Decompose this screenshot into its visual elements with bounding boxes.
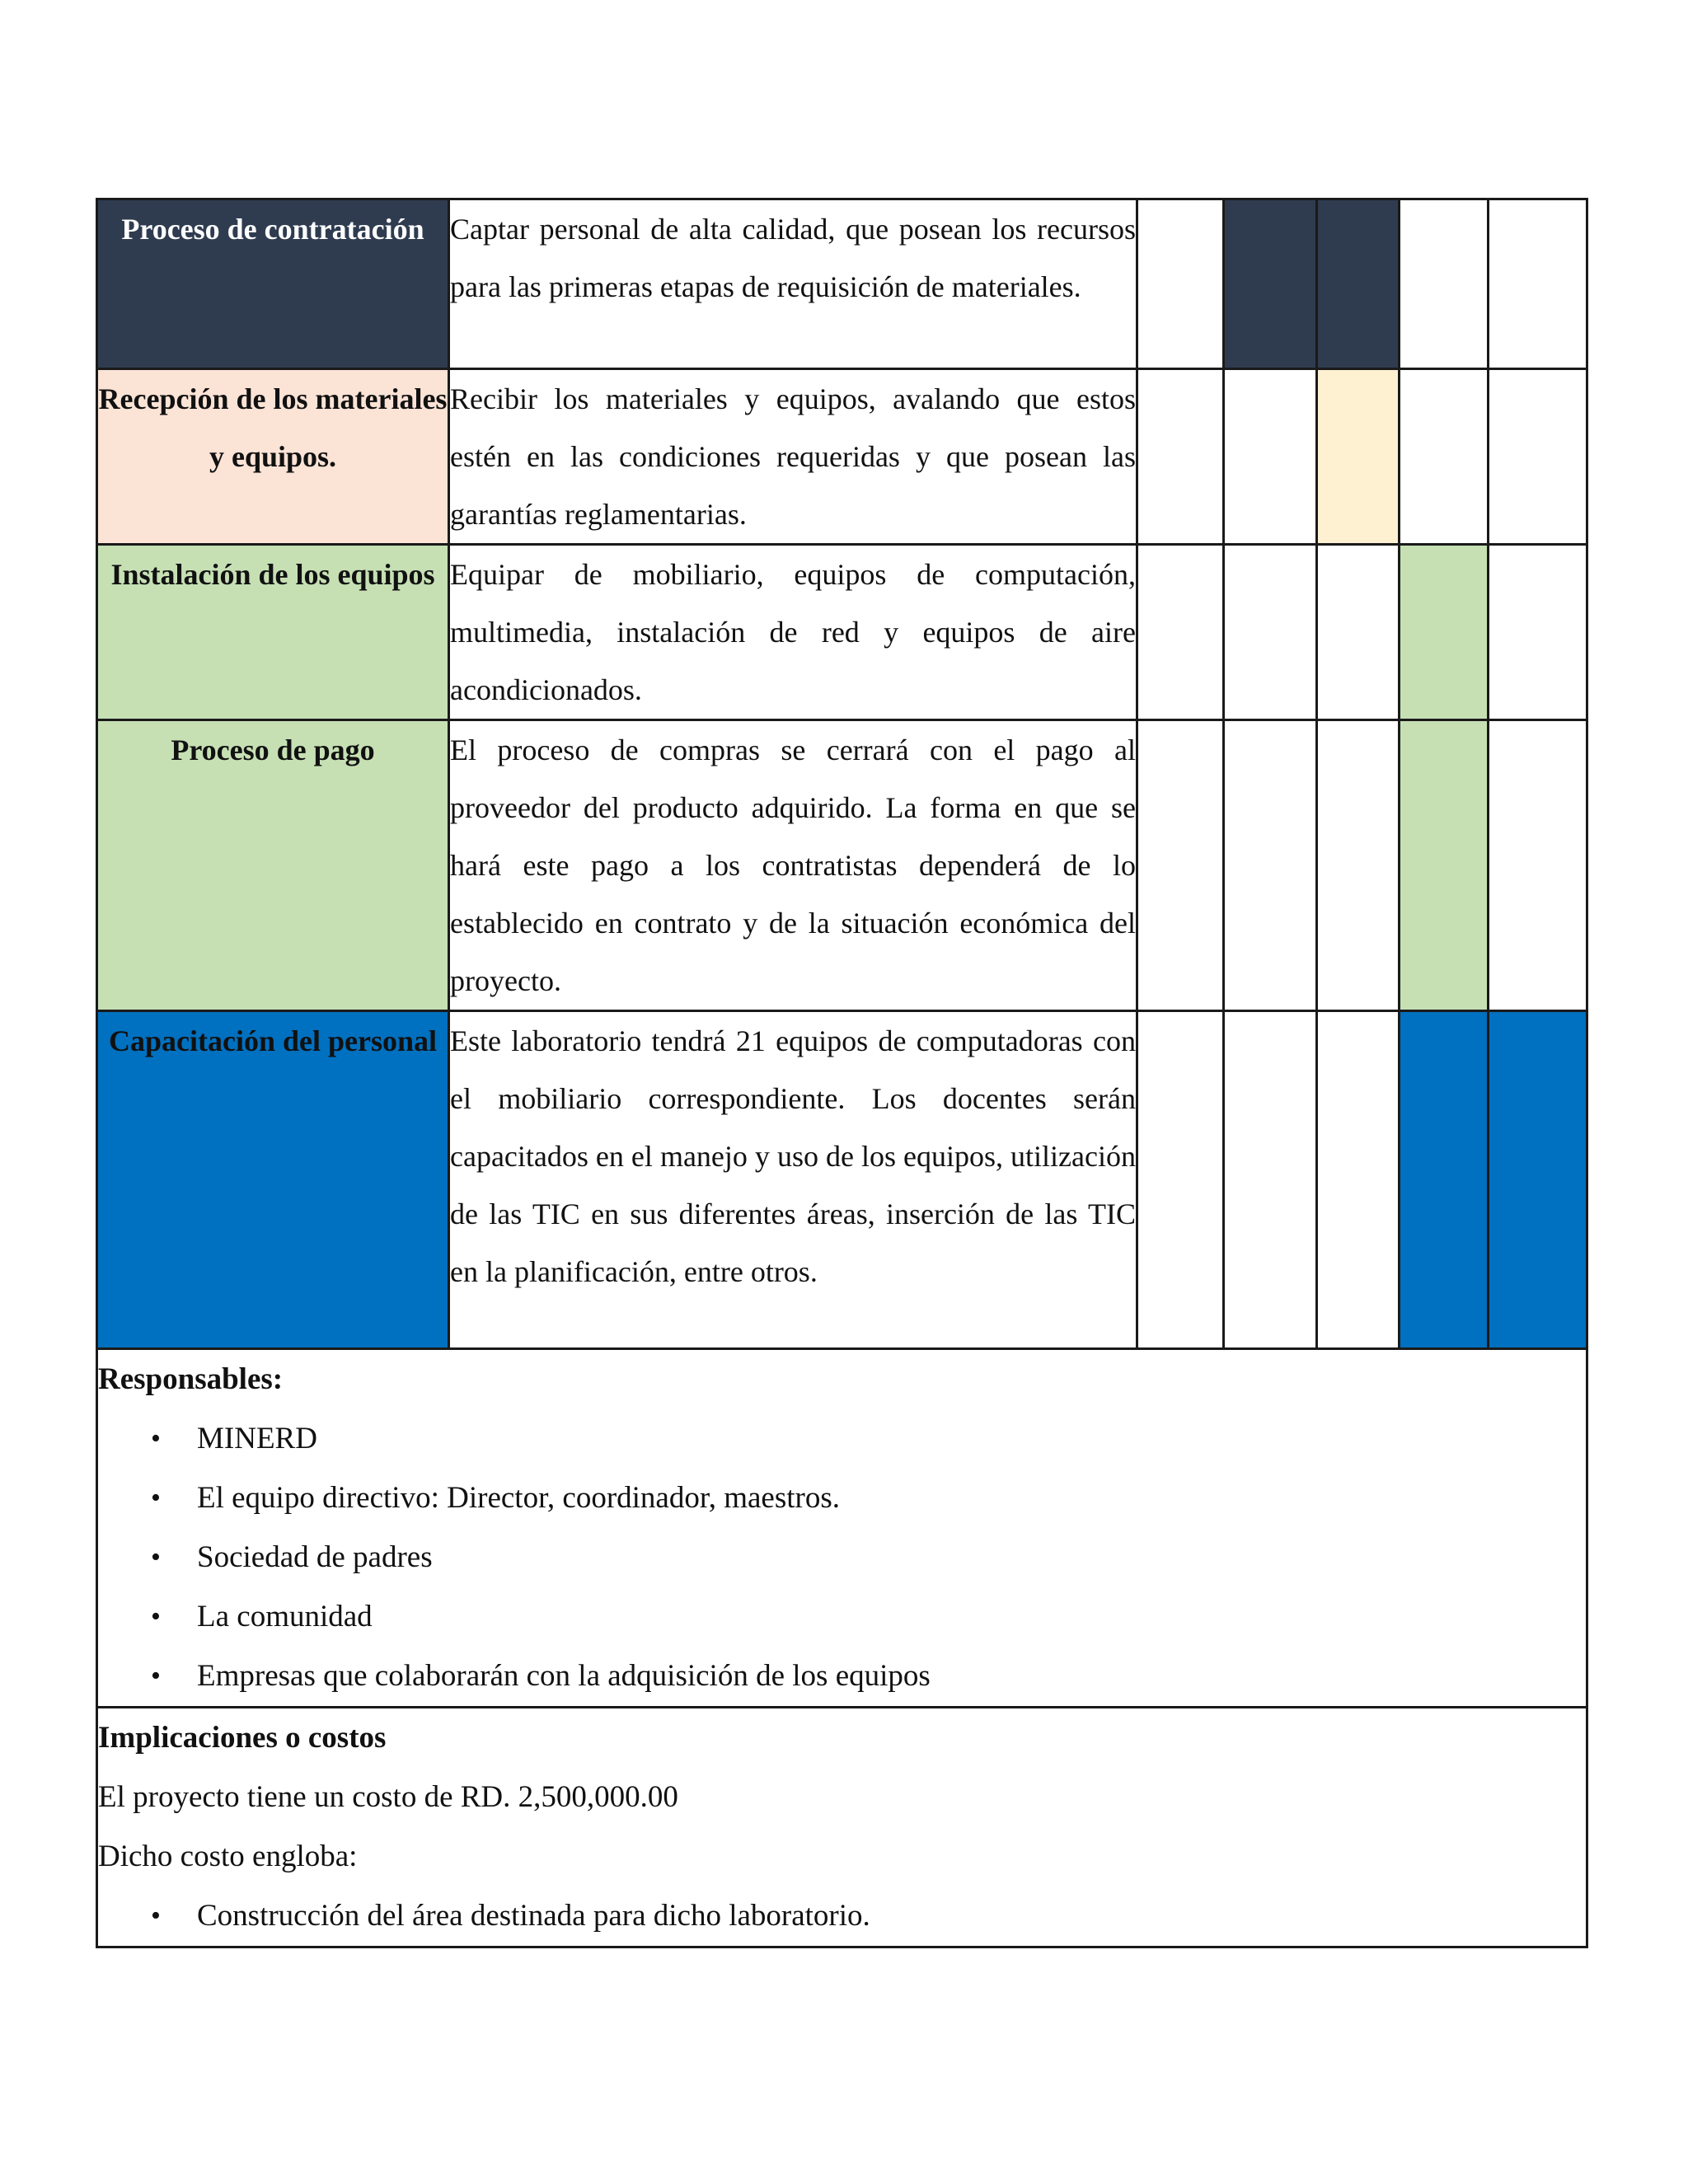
timeline-cell-2 <box>1224 199 1317 369</box>
timeline-cell-3 <box>1317 720 1400 1011</box>
timeline-cell-4 <box>1400 369 1489 545</box>
table-row <box>97 369 1587 545</box>
description-cell: Equipar de mobiliario, equipos de computación, multimedia, instalación de red y equipos de aire acondicionados. <box>449 545 1137 720</box>
description-cell: Este laboratorio tendrá 21 equipos de computadoras con el mobiliario correspondiente. Los docentes serán capacitados en el manejo y uso de los equipos, utilización de las TIC en sus diferentes áreas, inserción de las TIC en la planificación, entre otros. <box>449 1011 1137 1349</box>
table-row <box>97 720 1587 1011</box>
timeline-cell-4 <box>1400 720 1489 1011</box>
timeline-cell-3 <box>1317 545 1400 720</box>
timeline-cell-5 <box>1489 545 1587 720</box>
list-item: • MINERD <box>197 1409 1586 1469</box>
timeline-cell-4 <box>1400 545 1489 720</box>
responsables-list <box>98 1409 1586 1706</box>
cost-line: El proyecto tiene un costo de RD. 2,500,000.00 <box>98 1780 678 1814</box>
phase-cell: Capacitación del personal <box>97 1011 449 1349</box>
implicaciones-heading: Implicaciones o costos <box>98 1721 387 1755</box>
action-plan-table <box>96 198 1588 1948</box>
list-item: • Sociedad de padres <box>197 1528 1586 1587</box>
list-item: • El equipo directivo: Director, coordinador, maestros. <box>197 1469 1586 1528</box>
timeline-cell-2 <box>1224 545 1317 720</box>
document-page <box>96 198 1586 1948</box>
phase-cell: Instalación de los equipos <box>97 545 449 720</box>
description-cell: Captar personal de alta calidad, que posean los recursos para las primeras etapas de requisición de materiales. <box>449 199 1137 369</box>
timeline-cell-1 <box>1137 1011 1224 1349</box>
timeline-cell-1 <box>1137 369 1224 545</box>
implicaciones-list <box>98 1886 1586 1946</box>
implicaciones-row <box>97 1708 1587 1947</box>
description-cell: Recibir los materiales y equipos, avalando que estos estén en las condiciones requeridas y que posean las garantías reglamentarias. <box>449 369 1137 545</box>
timeline-cell-5 <box>1489 1011 1587 1349</box>
phase-cell: Proceso de contratación <box>97 199 449 369</box>
timeline-cell-3 <box>1317 199 1400 369</box>
phase-cell: Recepción de los materiales y equipos. <box>97 369 449 545</box>
phase-cell: Proceso de pago <box>97 720 449 1011</box>
timeline-cell-1 <box>1137 545 1224 720</box>
table-row <box>97 199 1587 369</box>
list-item: • La comunidad <box>197 1587 1586 1647</box>
timeline-cell-4 <box>1400 199 1489 369</box>
responsables-heading: Responsables: <box>98 1362 284 1396</box>
timeline-cell-2 <box>1224 720 1317 1011</box>
timeline-cell-3 <box>1317 1011 1400 1349</box>
implicaciones-cell <box>97 1708 1587 1947</box>
timeline-cell-3 <box>1317 369 1400 545</box>
table-row <box>97 1011 1587 1349</box>
list-item: • Empresas que colaborarán con la adquisición de los equipos <box>197 1647 1586 1706</box>
timeline-cell-2 <box>1224 369 1317 545</box>
table-row <box>97 545 1587 720</box>
table-body <box>97 199 1587 1349</box>
responsables-row <box>97 1349 1587 1708</box>
responsables-cell <box>97 1349 1587 1708</box>
timeline-cell-5 <box>1489 720 1587 1011</box>
list-item: • Construcción del área destinada para dicho laboratorio. <box>197 1886 1586 1946</box>
timeline-cell-1 <box>1137 199 1224 369</box>
description-cell: El proceso de compras se cerrará con el pago al proveedor del producto adquirido. La forma en que se hará este pago a los contratistas dependerá de lo establecido en contrato y de la situación económica del proyecto. <box>449 720 1137 1011</box>
timeline-cell-1 <box>1137 720 1224 1011</box>
timeline-cell-4 <box>1400 1011 1489 1349</box>
timeline-cell-5 <box>1489 369 1587 545</box>
timeline-cell-5 <box>1489 199 1587 369</box>
cost-scope-line: Dicho costo engloba: <box>98 1840 358 1873</box>
table-footer <box>97 1349 1587 1947</box>
timeline-cell-2 <box>1224 1011 1317 1349</box>
